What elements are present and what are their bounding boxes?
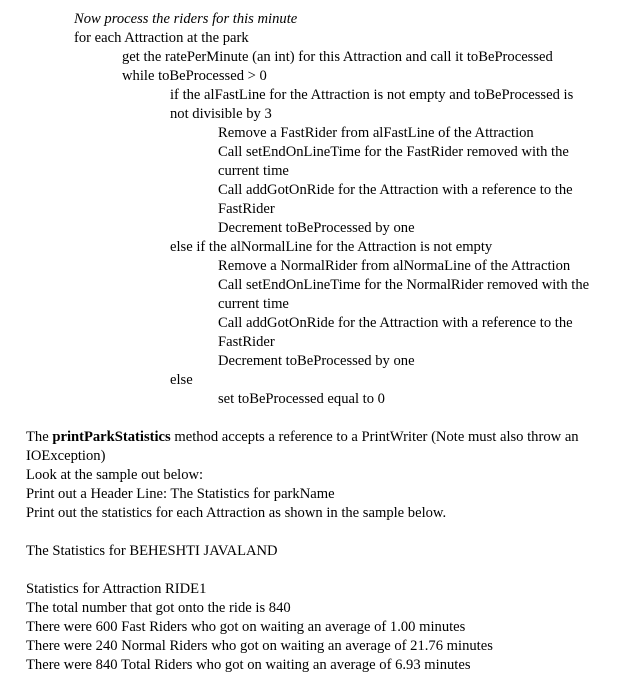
method-name: printParkStatistics [52, 429, 171, 445]
sample-normal-riders: There were 240 Normal Riders who got on waiting an average of 21.76 minutes [26, 638, 493, 654]
method-intro-line-2: IOException) [26, 448, 106, 464]
pseudocode-if-line-1: if the alFastLine for the Attraction is not empty and toBeProcessed is [170, 87, 574, 103]
pseudocode-fast-remove: Remove a FastRider from alFastLine of the Attraction [218, 125, 534, 141]
pseudocode-comment: Now process the riders for this minute [74, 11, 298, 27]
pseudocode-set-zero: set toBeProcessed equal to 0 [218, 391, 385, 407]
sample-header: The Statistics for BEHESHTI JAVALAND [26, 543, 278, 559]
sample-total: The total number that got onto the ride is 840 [26, 600, 291, 616]
pseudocode-get-rate: get the ratePerMinute (an int) for this Attraction and call it toBeProcessed [122, 49, 553, 65]
sample-total-riders: There were 840 Total Riders who got on waiting an average of 6.93 minutes [26, 657, 471, 673]
pseudocode-for-each: for each Attraction at the park [74, 30, 249, 46]
pseudocode-while: while toBeProcessed > 0 [122, 68, 267, 84]
method-intro-prefix: The [26, 429, 53, 445]
pseudocode-normal-decrement: Decrement toBeProcessed by one [218, 353, 415, 369]
pseudocode-fast-call-end-2: current time [218, 163, 289, 179]
look-instruction: Look at the sample out below: [26, 467, 204, 483]
pseudocode-else-if: else if the alNormalLine for the Attraction is not empty [170, 239, 493, 255]
pseudocode-normal-add-2: FastRider [218, 334, 275, 350]
header-instruction: Print out a Header Line: The Statistics for parkName [26, 486, 335, 502]
pseudocode-fast-add-2: FastRider [218, 201, 275, 217]
pseudocode-fast-decrement: Decrement toBeProcessed by one [218, 220, 415, 236]
sample-fast-riders: There were 600 Fast Riders who got on waiting an average of 1.00 minutes [26, 619, 466, 635]
pseudocode-else: else [170, 372, 193, 388]
method-intro [26, 428, 579, 447]
method-intro-rest: method accepts a reference to a PrintWriter (Note must also throw an [170, 429, 579, 445]
pseudocode-fast-add-1: Call addGotOnRide for the Attraction with a reference to the [218, 182, 573, 198]
stats-instruction: Print out the statistics for each Attraction as shown in the sample below. [26, 505, 447, 521]
pseudocode-normal-add-1: Call addGotOnRide for the Attraction with a reference to the [218, 315, 573, 331]
pseudocode-normal-remove: Remove a NormalRider from alNormaLine of the Attraction [218, 258, 571, 274]
pseudocode-normal-call-end-1: Call setEndOnLineTime for the NormalRider removed with the [218, 277, 590, 293]
sample-attraction: Statistics for Attraction RIDE1 [26, 581, 207, 597]
pseudocode-normal-call-end-2: current time [218, 296, 289, 312]
pseudocode-fast-call-end-1: Call setEndOnLineTime for the FastRider removed with the [218, 144, 569, 160]
pseudocode-if-line-2: not divisible by 3 [170, 106, 272, 122]
